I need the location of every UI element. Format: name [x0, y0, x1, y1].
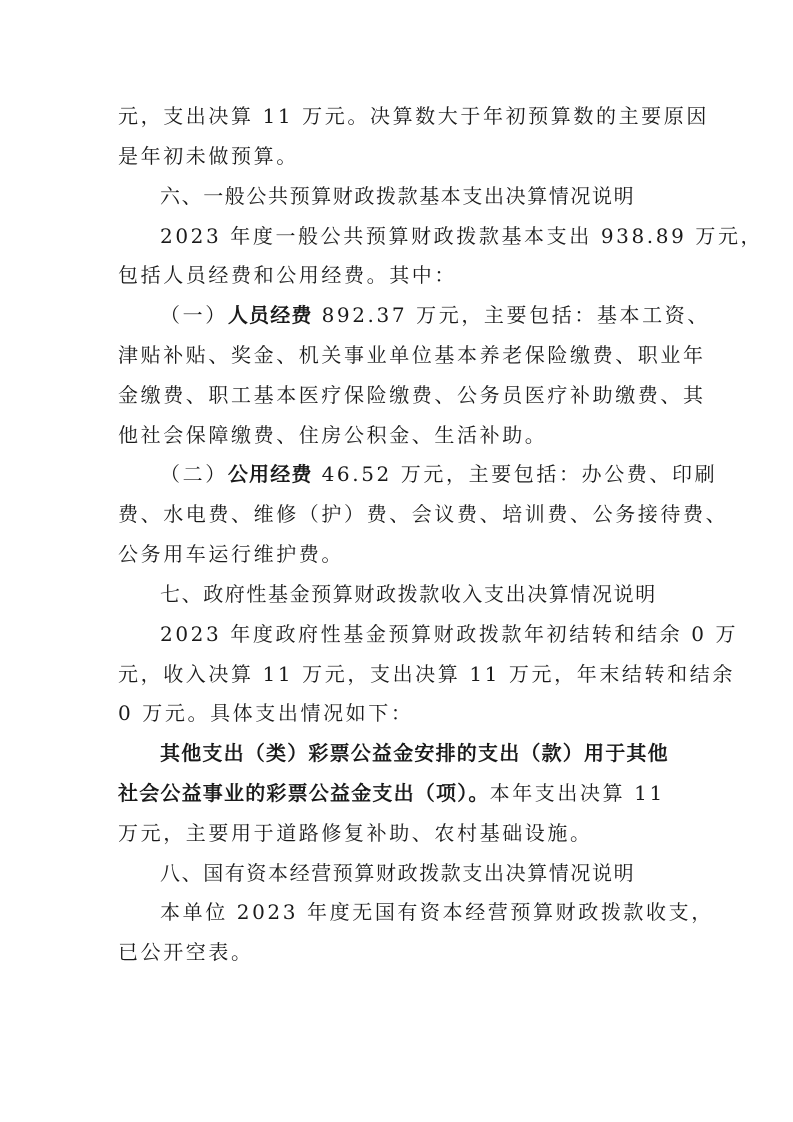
personnel-label: 人员经费: [227, 303, 313, 327]
section-7-heading: 七、政府性基金预算财政拨款收入支出决算情况说明: [160, 582, 657, 606]
personnel-expense-line-1: [160, 302, 710, 328]
personnel-prefix: （一）: [160, 303, 228, 327]
public-expense-line-3: 公务用车运行维护费。: [118, 542, 344, 566]
section-8-para-line-1: 本单位 2023 年度无国有资本经营预算财政拨款收支，: [160, 900, 714, 924]
lottery-item-bold: 社会公益事业的彩票公益金支出（项）。: [118, 781, 490, 805]
personnel-expense-line-3: 金缴费、职工基本医疗保险缴费、公务员医疗补助缴费、其: [118, 383, 706, 407]
section-6-heading: 六、一般公共预算财政拨款基本支出决算情况说明: [160, 184, 636, 208]
personnel-rest: 892.37 万元，主要包括：基本工资、: [312, 303, 710, 327]
section-7-para-line-2: 元，收入决算 11 万元，支出决算 11 万元，年末结转和结余: [118, 662, 735, 686]
public-expense-line-2: 费、水电费、维修（护）费、会议费、培训费、公务接待费、: [118, 502, 729, 526]
intro-line-1: 元，支出决算 11 万元。决算数大于年初预算数的主要原因: [118, 104, 709, 128]
section-8-heading: 八、国有资本经营预算财政拨款支出决算情况说明: [160, 861, 636, 885]
section-7-para-line-3: 0 万元。具体支出情况如下：: [118, 701, 414, 725]
lottery-item-line-1: 其他支出（类）彩票公益金安排的支出（款）用于其他: [160, 741, 669, 765]
lottery-item-line-2: [118, 780, 665, 806]
section-6-para-line-1: 2023 年度一般公共预算财政拨款基本支出 938.89 万元，: [160, 224, 764, 248]
public-prefix: （二）: [160, 462, 228, 486]
section-7-para-line-1: 2023 年度政府性基金预算财政拨款年初结转和结余 0 万: [160, 622, 739, 646]
public-expense-line-1: [160, 461, 717, 487]
public-label: 公用经费: [227, 462, 313, 486]
lottery-item-rest: 本年支出决算 11: [489, 781, 665, 805]
section-6-para-line-2: 包括人员经费和公用经费。其中：: [118, 263, 457, 287]
public-rest: 46.52 万元，主要包括：办公费、印刷: [312, 462, 718, 486]
personnel-expense-line-4: 他社会保障缴费、住房公积金、生活补助。: [118, 423, 548, 447]
lottery-item-line-3: 万元，主要用于道路修复补助、农村基础设施。: [118, 821, 593, 845]
personnel-expense-line-2: 津贴补贴、奖金、机关事业单位基本养老保险缴费、职业年: [118, 343, 706, 367]
intro-line-2: 是年初未做预算。: [118, 144, 299, 168]
section-8-para-line-2: 已公开空表。: [118, 940, 254, 964]
